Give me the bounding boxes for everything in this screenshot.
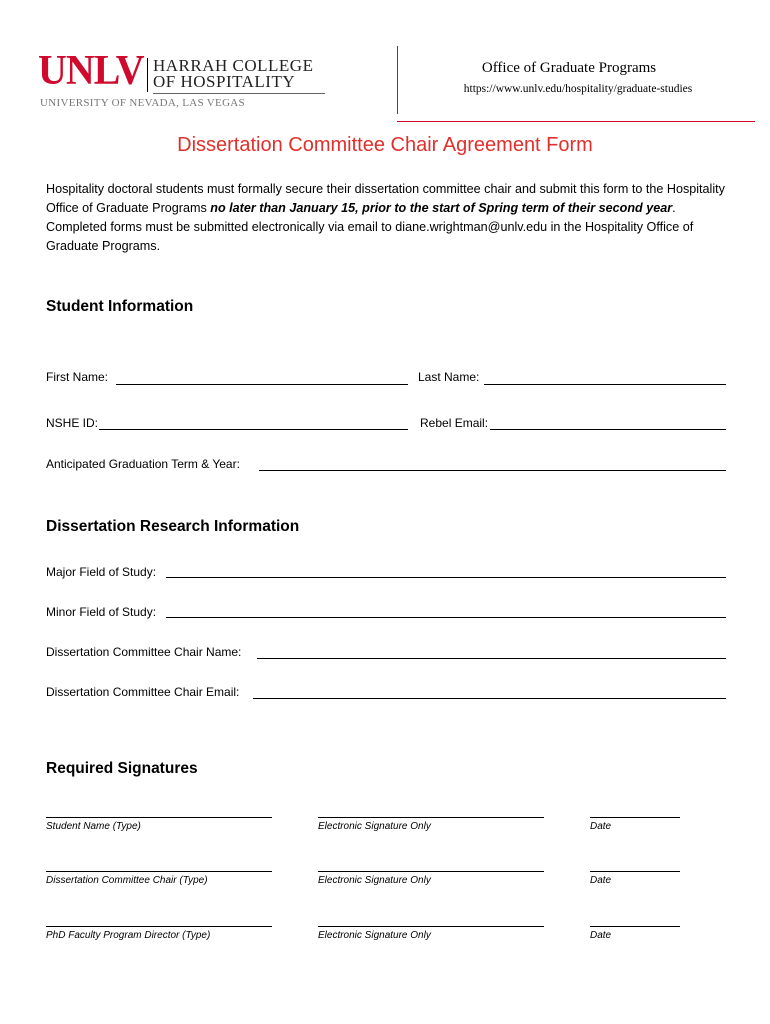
office-title: Office of Graduate Programs bbox=[481, 60, 657, 76]
logo-rule bbox=[153, 93, 325, 94]
rebel-email-field[interactable] bbox=[490, 429, 726, 430]
rebel-email-label: Rebel Email: bbox=[420, 416, 489, 430]
college-name-line2: OF HOSPITALITY bbox=[153, 72, 296, 91]
director-signature-caption: Electronic Signature Only bbox=[318, 930, 431, 941]
form-title: Dissertation Committee Chair Agreement Form bbox=[177, 134, 593, 156]
header-vertical-rule bbox=[397, 46, 398, 114]
unlv-logo-mark: UNLV bbox=[38, 48, 144, 94]
office-url[interactable]: https://www.unlv.edu/hospitality/graduate-studies bbox=[463, 83, 693, 95]
chair-name-label: Dissertation Committee Chair Name: bbox=[46, 645, 242, 659]
university-name: UNIVERSITY OF NEVADA, LAS VEGAS bbox=[40, 97, 245, 109]
student-info-heading: Student Information bbox=[46, 298, 194, 315]
first-name-label: First Name: bbox=[46, 370, 109, 384]
first-name-field[interactable] bbox=[116, 384, 408, 385]
signatures-heading: Required Signatures bbox=[46, 760, 198, 777]
chair-date-line[interactable] bbox=[590, 871, 680, 872]
chair-name-caption: Dissertation Committee Chair (Type) bbox=[46, 875, 208, 886]
minor-field-label: Minor Field of Study: bbox=[46, 605, 157, 619]
minor-field-input[interactable] bbox=[166, 617, 726, 618]
chair-name-line[interactable] bbox=[46, 871, 272, 872]
nshe-id-field[interactable] bbox=[99, 429, 408, 430]
nshe-id-label: NSHE ID: bbox=[46, 416, 99, 430]
student-name-caption: Student Name (Type) bbox=[46, 821, 141, 832]
intro-paragraph bbox=[46, 180, 736, 256]
student-name-line[interactable] bbox=[46, 817, 272, 818]
student-signature-line[interactable] bbox=[318, 817, 544, 818]
intro-deadline: no later than January 15, prior to the start of Spring term of their second year bbox=[210, 201, 673, 215]
major-field-input[interactable] bbox=[166, 577, 726, 578]
director-name-caption: PhD Faculty Program Director (Type) bbox=[46, 930, 211, 941]
chair-name-input[interactable] bbox=[257, 658, 726, 659]
header-horizontal-rule bbox=[397, 121, 755, 122]
director-name-line[interactable] bbox=[46, 926, 272, 927]
last-name-field[interactable] bbox=[484, 384, 726, 385]
chair-signature-caption: Electronic Signature Only bbox=[318, 875, 431, 886]
director-date-caption: Date bbox=[590, 930, 612, 941]
research-info-heading: Dissertation Research Information bbox=[46, 518, 300, 535]
director-signature-line[interactable] bbox=[318, 926, 544, 927]
logo-divider bbox=[147, 58, 148, 92]
student-date-caption: Date bbox=[590, 821, 612, 832]
college-name-line1: HARRAH COLLEGE bbox=[153, 56, 314, 75]
chair-date-caption: Date bbox=[590, 875, 612, 886]
student-date-line[interactable] bbox=[590, 817, 680, 818]
major-field-label: Major Field of Study: bbox=[46, 565, 157, 579]
chair-email-input[interactable] bbox=[253, 698, 726, 699]
chair-signature-line[interactable] bbox=[318, 871, 544, 872]
grad-term-label: Anticipated Graduation Term & Year: bbox=[46, 457, 240, 471]
college-name bbox=[153, 58, 313, 90]
intro-text-1: Hospitality doctoral students must formally secure their dissertation committee chair and submit this form to the Hospitality Office of Graduate Programs bbox=[46, 182, 725, 215]
intro-text-2: . Completed forms must be submitted electronically via email to diane.wrightman@unlv.edu in the Hospitality Office of Graduate Programs. bbox=[46, 201, 694, 253]
director-date-line[interactable] bbox=[590, 926, 680, 927]
chair-email-label: Dissertation Committee Chair Email: bbox=[46, 685, 240, 699]
grad-term-field[interactable] bbox=[259, 470, 726, 471]
last-name-label: Last Name: bbox=[418, 370, 480, 384]
student-signature-caption: Electronic Signature Only bbox=[318, 821, 431, 832]
